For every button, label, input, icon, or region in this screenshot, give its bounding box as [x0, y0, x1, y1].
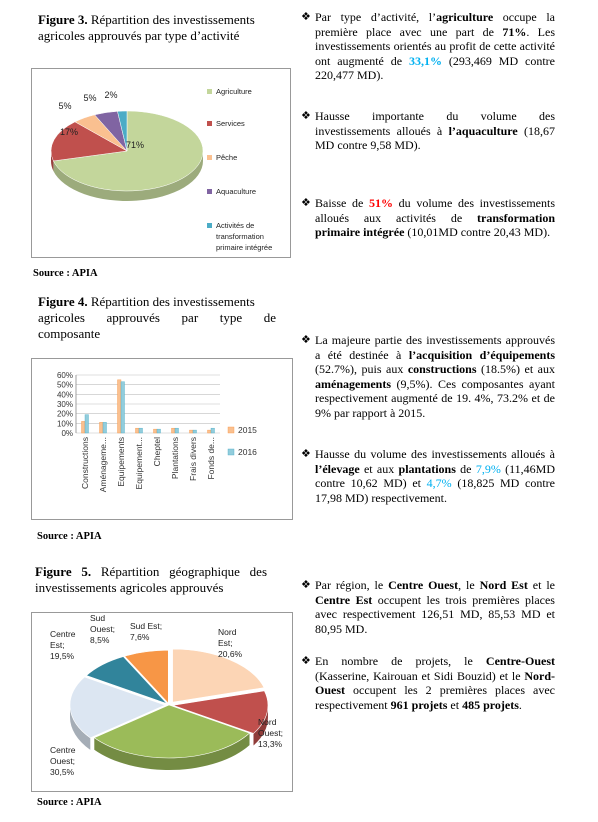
text: En nombre de projets, le: [315, 654, 486, 668]
figure-4-caption-line2: agricoles approuvés par type de: [38, 310, 276, 325]
legend-label: primaire intégrée: [216, 243, 273, 252]
highlight-percent: 51%: [369, 196, 393, 210]
bar: [85, 415, 89, 433]
pie-data-label: 2%: [104, 90, 118, 100]
bullet-agriculture: [301, 10, 556, 83]
bold-text: l’élevage: [315, 461, 360, 476]
text: (18,67 MD contre 9,58 MD).: [315, 123, 555, 152]
text: (11,46MD contre 10,62 MD) et: [315, 461, 555, 490]
figure-5-pie-svg: [32, 613, 292, 791]
bullet-region: [301, 578, 555, 636]
text: (18.5%) et aux: [476, 362, 555, 376]
legend-swatch: [207, 189, 212, 194]
pie-data-label: Sud: [90, 613, 106, 623]
pie-data-label: 71%: [125, 140, 145, 150]
bold-text: 71%: [502, 24, 527, 39]
text: occupent les 2 premières places avec respectivement: [315, 683, 555, 712]
text: Par région, le: [315, 578, 389, 592]
pie-data-label: 8,5%: [90, 635, 110, 645]
x-tick-label: Cheptel: [152, 437, 162, 467]
pie-data-label: 5%: [83, 93, 97, 103]
pie-data-label: Nord: [258, 717, 277, 727]
pie-data-label: Est;: [218, 638, 233, 648]
bold-text: constructions: [407, 362, 477, 376]
x-tick-label: Fonds de...: [206, 437, 216, 480]
bold-text: Nord- Ouest: [315, 668, 555, 697]
figure-5-title: [35, 564, 267, 596]
text: occupent les trois premières places avec respectivement 126,51 MD, 85,53 MD et 80,95 MD.: [315, 592, 555, 636]
text: et le: [527, 578, 555, 592]
bar: [118, 380, 122, 433]
text: La majeure partie des investissements approuvés a été destinée à: [315, 333, 555, 362]
text: (18,825 MD contre 17,98 MD) respectivement.: [315, 476, 555, 505]
bar: [208, 430, 212, 433]
bold-text: Centre-Ouest: [485, 654, 555, 668]
x-tick-label: Frais divers: [188, 437, 198, 481]
pie-data-label: Ouest;: [50, 756, 76, 766]
legend-swatch: [228, 449, 234, 455]
text: (Kasserine, Kairouan et Sidi Bouzid) et le: [315, 668, 525, 683]
bold-text: Centre Ouest: [388, 578, 459, 592]
legend-label: Pêche: [216, 153, 238, 162]
text: Hausse importante du volume des investissements alloués à: [315, 109, 555, 138]
pie-data-label: 30,5%: [50, 767, 75, 777]
bold-text: Nord Est: [479, 578, 528, 592]
bold-text: 961 projets: [390, 697, 448, 712]
text: (52.7%), puis aux: [315, 362, 408, 376]
x-tick-label: Equipements: [116, 437, 126, 487]
figure-3-pie: [51, 90, 203, 201]
bold-text: plantations: [398, 461, 456, 476]
x-tick-label: Equipement...: [134, 437, 144, 490]
bullet-transformation: [301, 196, 555, 240]
bullet-marker: ❖: [301, 10, 311, 23]
text: , le: [458, 578, 480, 592]
text: du volume des investissements alloués aux activités de: [315, 196, 555, 225]
figure-4-source: Source : APIA: [37, 531, 102, 542]
y-tick-label: 10%: [56, 419, 73, 429]
bullet-elevage: [301, 447, 555, 505]
text: et aux: [359, 461, 399, 476]
figure-4-caption-line3: composante: [38, 326, 101, 341]
text: Hausse du volume des investissements alloués à: [315, 447, 555, 461]
pie-data-label: Sud Est;: [130, 621, 163, 631]
pie-data-label: 17%: [59, 127, 79, 137]
figure-5-source: Source : APIA: [37, 797, 102, 808]
bar: [154, 429, 158, 433]
figure-5-chart: [31, 612, 293, 792]
bar: [193, 430, 197, 433]
pie-data-label: 19,5%: [50, 651, 75, 661]
bar: [190, 430, 194, 433]
figure-4-chart: [31, 358, 293, 520]
bar: [100, 422, 104, 433]
pie-data-label: Ouest;: [90, 624, 116, 634]
bullet-marker: ❖: [301, 654, 311, 667]
text: et: [447, 697, 463, 712]
y-tick-label: 0%: [61, 429, 73, 438]
figure-5-caption-line2: investissements agricoles approuvés: [35, 580, 224, 595]
pie-data-label: Ouest;: [258, 728, 284, 738]
bold-text: l’acquisition d’équipements: [408, 347, 555, 362]
bullet-aquaculture: [301, 109, 555, 153]
legend-label: transformation: [216, 232, 264, 241]
figure-4-title: [38, 294, 276, 342]
bar: [121, 382, 125, 433]
legend-swatch: [207, 223, 212, 228]
bullet-marker: ❖: [301, 109, 311, 122]
legend-swatch: [207, 155, 212, 160]
figure-3-source: Source : APIA: [33, 268, 98, 279]
pie-data-label: Nord: [218, 627, 237, 637]
pie-data-label: Est;: [50, 640, 65, 650]
figure-5-caption-line1: Répartition géographique des: [100, 564, 267, 579]
bold-text: agriculture: [436, 10, 494, 24]
figure-3-number: Figure 3.: [38, 12, 88, 27]
y-tick-label: 30%: [56, 400, 73, 409]
x-tick-label: Constructions: [80, 437, 90, 489]
bar: [139, 428, 143, 433]
pie-data-label: 13,3%: [258, 739, 283, 749]
figure-3-chart: [31, 68, 291, 258]
highlight-percent: 7,9%: [475, 461, 501, 476]
bar: [157, 429, 161, 433]
legend-label: Agriculture: [216, 87, 252, 96]
pie-data-label: 5%: [58, 101, 72, 111]
text: occupe la première place avec une part de: [315, 10, 556, 39]
bullet-projets: [301, 654, 555, 712]
bold-text: aménagements: [315, 376, 391, 391]
y-tick-label: 20%: [56, 409, 73, 419]
figure-4-bar-svg: [32, 359, 292, 519]
y-tick-label: 60%: [56, 371, 73, 380]
x-tick-label: Plantations: [170, 437, 180, 480]
legend-label: Aquaculture: [216, 187, 257, 196]
bold-text: Centre Est: [315, 592, 373, 607]
legend-label: Services: [216, 119, 245, 128]
figure-3-pie-svg: [32, 69, 290, 257]
bar: [175, 428, 179, 433]
pie-data-label: Centre: [50, 745, 76, 755]
figure-3-caption: Répartition des investissements agricoles approuvés par type d’activité: [38, 12, 255, 43]
bullet-marker: ❖: [301, 578, 311, 591]
y-tick-label: 40%: [56, 390, 73, 400]
text: .: [518, 697, 522, 712]
figure-4-number: Figure 4.: [38, 294, 88, 309]
text: de: [455, 461, 476, 476]
text: (293,469 MD contre 220,477 MD).: [315, 53, 555, 82]
pie-data-label: 20,6%: [218, 649, 243, 659]
x-tick-label: Aménageme...: [98, 437, 108, 493]
text: Par type d’activité, l’: [315, 10, 437, 24]
highlight-percent: 4,7%: [426, 476, 452, 490]
pie-data-label: 7,6%: [130, 632, 150, 642]
y-tick-label: 50%: [56, 380, 73, 390]
bar: [82, 421, 86, 433]
legend-swatch: [207, 121, 212, 126]
bar: [211, 428, 215, 433]
legend-label: 2016: [238, 447, 257, 457]
highlight-percent: 33,1%: [409, 53, 442, 68]
legend-swatch: [207, 89, 212, 94]
pie-data-label: Centre: [50, 629, 76, 639]
bullet-marker: ❖: [301, 447, 311, 460]
bold-text: 485 projets: [462, 697, 519, 712]
bold-text: transformation primaire intégrée: [315, 210, 555, 239]
figure-5-number: Figure 5.: [35, 564, 92, 579]
bullet-equipements: [301, 333, 555, 420]
bold-text: l’aquaculture: [448, 123, 518, 138]
bullet-marker: ❖: [301, 196, 311, 209]
bullet-marker: ❖: [301, 333, 311, 346]
legend-label: Activités de: [216, 221, 255, 230]
bar: [136, 428, 140, 433]
text: . Les investissements orientés au profit de cette activité ont augmenté de: [315, 24, 556, 68]
legend-swatch: [228, 427, 234, 433]
figure-4-caption-line1: Répartition des investissements: [90, 294, 255, 309]
figure-3-title: [38, 12, 274, 44]
legend-label: 2015: [238, 425, 257, 435]
figure-3-legend: [207, 87, 272, 252]
text: Baisse de: [315, 196, 369, 210]
bar: [172, 428, 176, 433]
text: (10,01MD contre 20,43 MD).: [404, 225, 551, 239]
bar: [103, 422, 107, 433]
text: (9,5%). Ces composantes ayant respectivement augmenté de 19. 4%, 73.2% et de 9% par rapport à 2015.: [315, 376, 555, 420]
